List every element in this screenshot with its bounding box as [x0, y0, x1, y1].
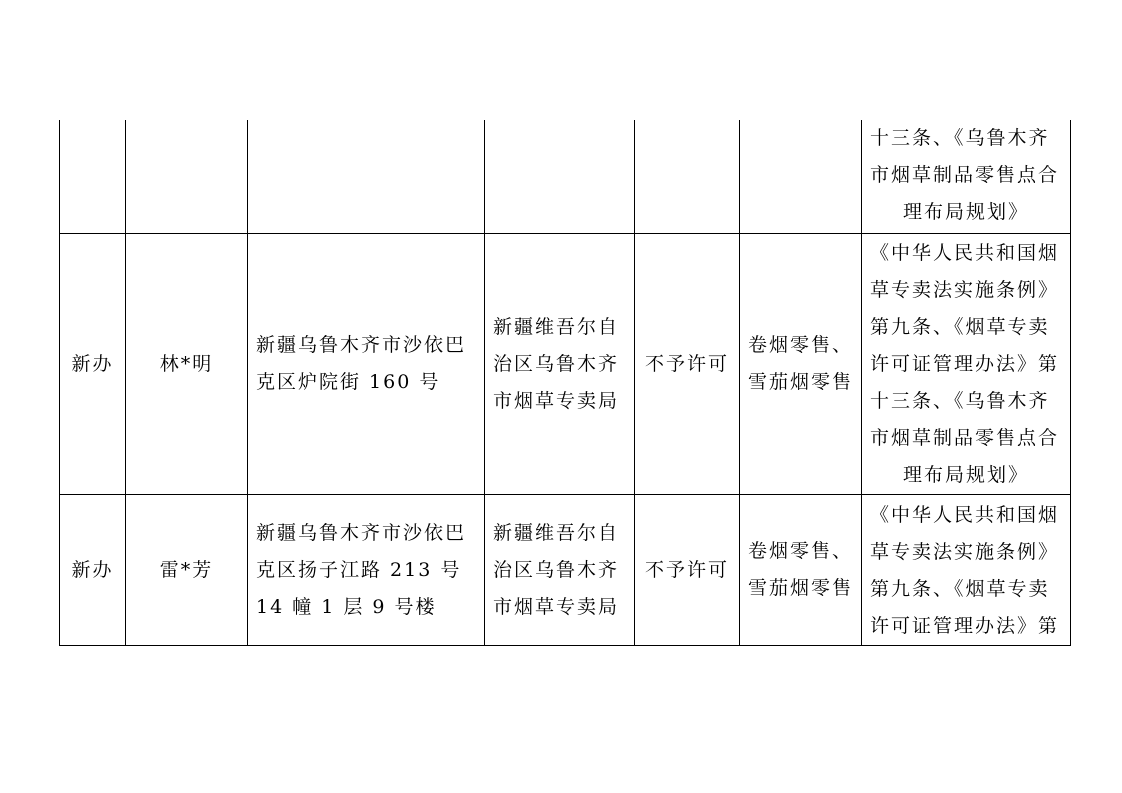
business-scope-cell: 卷烟零售、雪茄烟零售 [740, 495, 862, 646]
legal-basis-line: 十三条、《乌鲁木齐 [870, 127, 1050, 149]
business-scope-cell [740, 120, 862, 234]
legal-basis-line: 许可证管理办法》第 [870, 615, 1060, 637]
authority-cell: 新疆维吾尔自治区乌鲁木齐市烟草专卖局 [485, 234, 635, 495]
legal-basis-line: 十三条、《乌鲁木齐 [870, 389, 1050, 412]
legal-basis-cell [862, 234, 1071, 495]
decision-cell [635, 120, 740, 234]
applicant-name-cell: 雷*芳 [126, 495, 248, 646]
application-type-cell: 新办 [60, 495, 126, 646]
legal-basis-line: 《中华人民共和国烟 [870, 504, 1060, 526]
legal-basis-line: 理布局规划》 [902, 201, 1029, 223]
legal-basis-line: 草专卖法实施条例》 [870, 541, 1060, 563]
authority-cell [485, 120, 635, 234]
application-type-cell [60, 120, 126, 234]
legal-basis-line: 第九条、《烟草专卖 [870, 315, 1050, 338]
legal-basis-line: 草专卖法实施条例》 [870, 278, 1060, 301]
table-row [60, 120, 1071, 234]
authority-cell: 新疆维吾尔自治区乌鲁木齐市烟草专卖局 [485, 495, 635, 646]
business-address-cell: 新疆乌鲁木齐市沙依巴克区扬子江路 213 号 14 幢 1 层 9 号楼 [248, 495, 485, 646]
legal-basis-line: 市烟草制品零售点合 [870, 426, 1060, 449]
license-decision-table [59, 120, 1071, 646]
legal-basis-line: 理布局规划》 [902, 463, 1029, 486]
business-scope-cell: 卷烟零售、雪茄烟零售 [740, 234, 862, 495]
business-address-cell [248, 120, 485, 234]
decision-cell: 不予许可 [635, 234, 740, 495]
table-row [60, 495, 1071, 646]
legal-basis-line: 市烟草制品零售点合 [870, 164, 1060, 186]
applicant-name-cell [126, 120, 248, 234]
legal-basis-line: 《中华人民共和国烟 [870, 241, 1060, 264]
legal-basis-line: 第九条、《烟草专卖 [870, 578, 1050, 600]
legal-basis-cell [862, 495, 1071, 646]
application-type-cell: 新办 [60, 234, 126, 495]
business-address-cell: 新疆乌鲁木齐市沙依巴克区炉院街 160 号 [248, 234, 485, 495]
applicant-name-cell: 林*明 [126, 234, 248, 495]
table-row [60, 234, 1071, 495]
legal-basis-cell [862, 120, 1071, 234]
decision-cell: 不予许可 [635, 495, 740, 646]
legal-basis-line: 许可证管理办法》第 [870, 352, 1060, 375]
